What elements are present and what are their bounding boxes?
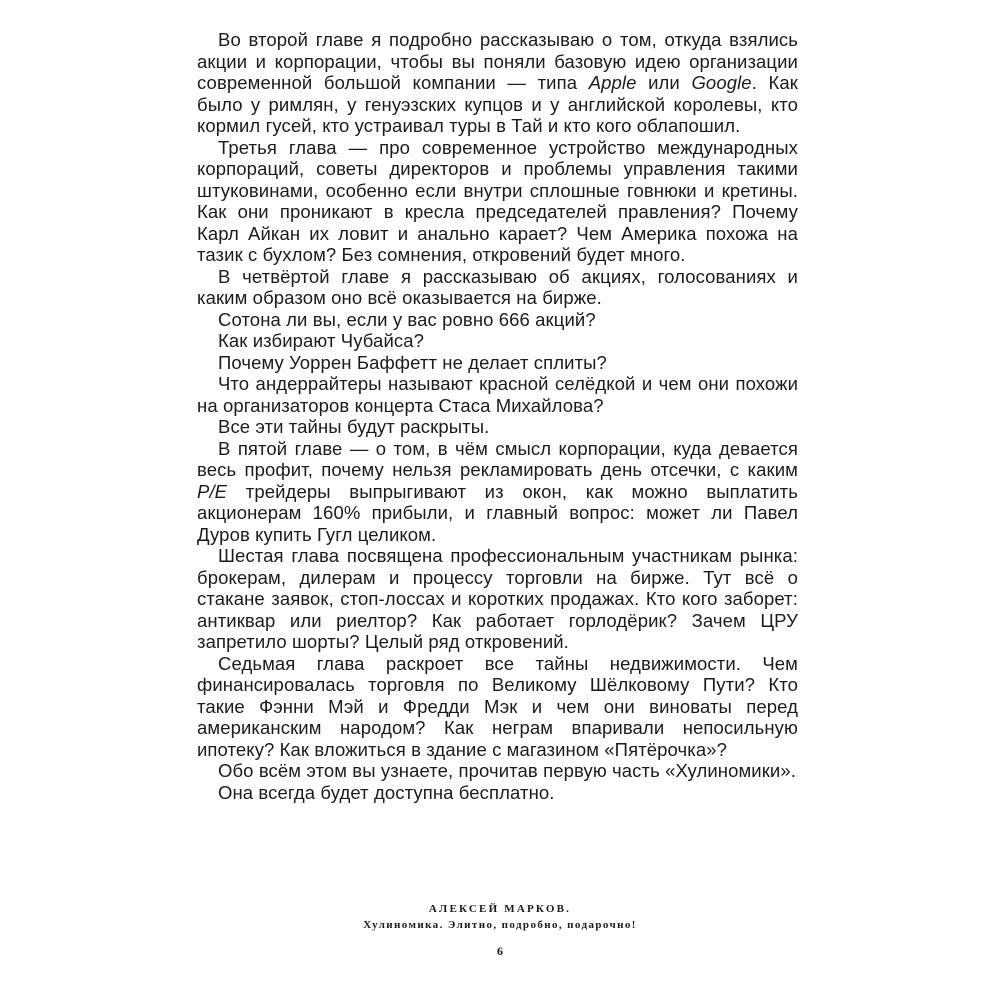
italic-text: P/E bbox=[197, 480, 228, 502]
paragraph bbox=[197, 137, 798, 266]
paragraph bbox=[197, 782, 798, 804]
text-segment: Она всегда будет доступна бесплатно. bbox=[218, 781, 555, 803]
page-number: 6 bbox=[497, 944, 503, 958]
paragraph bbox=[197, 373, 798, 416]
footer-author: АЛЕКСЕЙ МАРКОВ. bbox=[428, 903, 572, 915]
paragraph bbox=[197, 438, 798, 546]
text-segment: Обо всём этом вы узнаете, прочитав первую часть «Хулиномики». bbox=[218, 760, 796, 781]
paragraph bbox=[197, 416, 798, 438]
italic-text: Apple bbox=[588, 72, 637, 93]
text-segment: Седьмая глава раскроет все тайны недвижимости. Чем финансировалась торговля по Великому Шёлковому Пути? Кто такие Фэнни Мэй и Фредди Мэк и чем они виноваты перед американским народом? Как неграм впаривали непосильную ипотеку? Как вложиться в здание с магазином «Пятёрочка»? bbox=[197, 652, 798, 760]
paragraph bbox=[197, 29, 798, 137]
paragraph bbox=[197, 266, 798, 309]
paragraph bbox=[197, 330, 798, 352]
paragraph bbox=[197, 352, 798, 374]
text-segment: В четвёртой главе я рассказываю об акциях, голосованиях и каким образом оно всё оказывается на бирже. bbox=[197, 265, 798, 308]
footer-tagline: Хулиномика. Элитно, подробно, подарочно! bbox=[363, 919, 637, 931]
text-block bbox=[197, 29, 798, 803]
page-footer bbox=[0, 901, 1000, 933]
italic-text: Google bbox=[691, 72, 752, 93]
text-segment: трейдеры выпрыгивают из окон, как можно выплатить акционерам 160% прибыли, и главный вопрос: может ли Павел Дуров купить Гугл целиком. bbox=[197, 480, 798, 545]
paragraph bbox=[197, 309, 798, 331]
text-segment: или bbox=[636, 72, 692, 93]
text-segment: Что андеррайтеры называют красной селёдкой и чем они похожи на организаторов концерта Стаса Михайлова? bbox=[197, 373, 798, 416]
text-segment: Почему Уоррен Баффетт не делает сплиты? bbox=[218, 351, 607, 373]
text-segment: Во второй главе я подробно рассказываю о том, откуда взялись акции и корпорации, чтобы вы поняли базовую идею организации современной большой компании — типа bbox=[197, 29, 798, 93]
text-segment: Шестая глава посвящена профессиональным участникам рынка: брокерам, дилерам и процессу торговли на бирже. Тут всё о стакане заявок, стоп-лоссах и коротких продажах. Кто кого заборет: антиквар или риелтор? Как работает горлодёрик? Зачем ЦРУ запретило шорты? Целый ряд откровений. bbox=[197, 545, 798, 652]
text-segment: Сотона ли вы, если у вас ровно 666 акций? bbox=[218, 308, 596, 330]
text-segment: Третья глава — про современное устройство международных корпораций, советы директоров и проблемы управления такими штуковинами, особенно если внутри сплошные говнюки и кретины. Как они проникают в кресла председателей правления? Почему Карл Айкан их ловит и анально карает? Чем Америка похожа на тазик с бухлом? Без сомнения, откровений будет много. bbox=[197, 136, 798, 265]
paragraph bbox=[197, 653, 798, 761]
text-segment: . Как было у римлян, у генуэзских купцов и у английской королевы, кто кормил гусей, кто устраивал туры в Тай и кто кого облапошил. bbox=[197, 72, 798, 136]
text-segment: В пятой главе — о том, в чём смысл корпорации, куда девается весь профит, почему нельзя рекламировать день отсечки, с каким bbox=[197, 437, 798, 480]
text-segment: Как избирают Чубайса? bbox=[218, 330, 425, 351]
paragraph bbox=[197, 545, 798, 653]
paragraph bbox=[197, 760, 798, 782]
text-segment: Все эти тайны будут раскрыты. bbox=[218, 416, 490, 437]
